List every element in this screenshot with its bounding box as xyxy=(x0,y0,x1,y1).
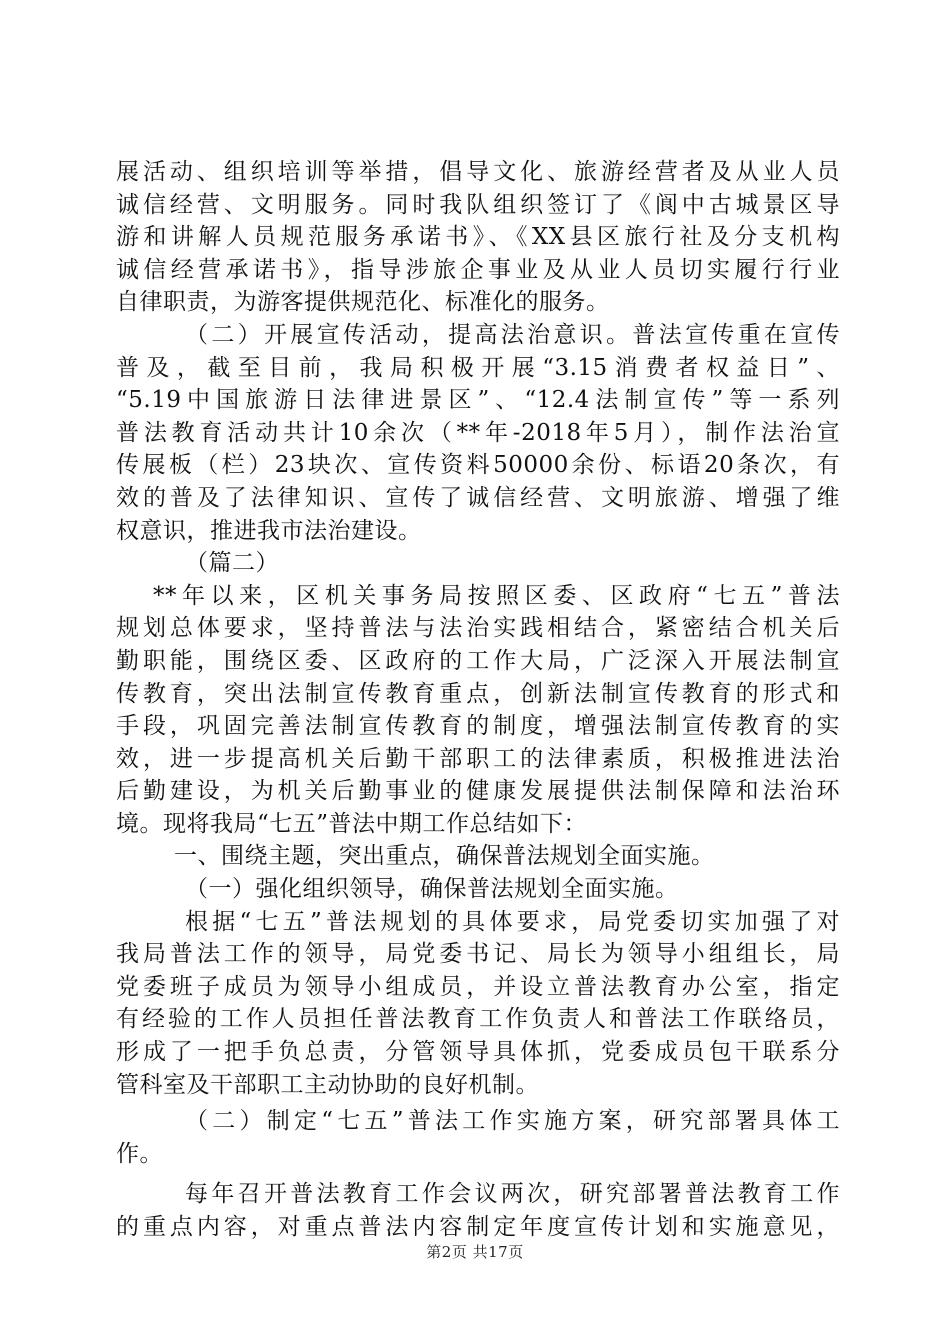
text-line: （一）强化组织领导，确保普法规划全面实施。 xyxy=(185,876,679,903)
text-line: 权意识，推进我市法治建设。 xyxy=(116,517,422,544)
text-line: 规划总体要求，坚持普法与法治实践相结合，紧密结合机关后 xyxy=(116,615,840,642)
text-line: （篇二） xyxy=(185,550,279,577)
text-line: 效，进一步提高机关后勤干部职工的法律素质，积极推进法治 xyxy=(116,745,840,772)
text-line: 诚信经营、文明服务。同时我队组织签订了《阆中古城景区导 xyxy=(116,191,840,218)
text-line: 一、围绕主题，突出重点，确保普法规划全面实施。 xyxy=(174,843,715,870)
text-line: 作。 xyxy=(116,1140,163,1167)
document-body xyxy=(116,156,840,1244)
text-line: 手段，巩固完善法制宣传教育的制度，增强法制宣传教育的实 xyxy=(116,713,840,740)
text-line: 自律职责，为游客提供规范化、标准化的服务。 xyxy=(116,289,610,316)
text-line: 我局普法工作的领导，局党委书记、局长为领导小组组长，局 xyxy=(116,941,840,968)
text-line: 普法教育活动共计10余次（**年-2018年5月），制作法治宣 xyxy=(116,419,840,446)
text-line: **年以来，区机关事务局按照区委、区政府“七五”普法 xyxy=(153,582,840,609)
text-line: 党委班子成员为领导小组成员，并设立普法教育办公室，指定 xyxy=(116,973,840,1000)
text-line: 普及，截至目前，我局积极开展“3.15消费者权益日”、 xyxy=(116,354,840,381)
text-line: 勤职能，围绕区委、区政府的工作大局，广泛深入开展法制宣 xyxy=(116,647,840,674)
text-line: 有经验的工作人员担任普法教育工作负责人和普法工作联络员， xyxy=(116,1006,840,1033)
text-line: 的重点内容，对重点普法内容制定年度宣传计划和实施意见， xyxy=(116,1214,840,1240)
text-line: 传教育，突出法制宣传教育重点，创新法制宣传教育的形式和 xyxy=(116,680,840,707)
text-line: 管科室及干部职工主动协助的良好机制。 xyxy=(116,1071,539,1098)
text-line: 展活动、组织培训等举措，倡导文化、旅游经营者及从业人员 xyxy=(116,159,840,185)
text-line: 后勤建设，为机关后勤事业的健康发展提供法制保障和法治环 xyxy=(116,778,840,805)
text-line: 效的普及了法律知识、宣传了诚信经营、文明旅游、增强了维 xyxy=(116,484,840,511)
text-line: （二）制定“七五”普法工作实施方案，研究部署具体工 xyxy=(185,1108,840,1135)
text-line: （二）开展宣传活动，提高法治意识。普法宣传重在宣传 xyxy=(185,321,840,348)
text-line: 形成了一把手负总责，分管领导具体抓，党委成员包干联系分 xyxy=(116,1039,840,1066)
text-line: 游和讲解人员规范服务承诺书》、《XX县区旅行社及分支机构 xyxy=(116,224,840,251)
text-line: 诚信经营承诺书》，指导涉旅企事业及从业人员切实履行行业 xyxy=(116,256,840,283)
page-number-footer: 第2页 共17页 xyxy=(426,1243,524,1261)
text-line: 传展板（栏）23块次、宣传资料50000余份、标语20条次，有 xyxy=(116,452,840,479)
text-line: 根据“七五”普法规划的具体要求，局党委切实加强了对 xyxy=(185,908,840,935)
text-line: 境。现将我局“七五”普法中期工作总结如下： xyxy=(116,810,588,837)
text-line: “5.19中国旅游日法律进景区”、“12.4法制宣传”等一系列 xyxy=(116,387,840,414)
text-line: 每年召开普法教育工作会议两次，研究部署普法教育工作 xyxy=(185,1181,840,1208)
